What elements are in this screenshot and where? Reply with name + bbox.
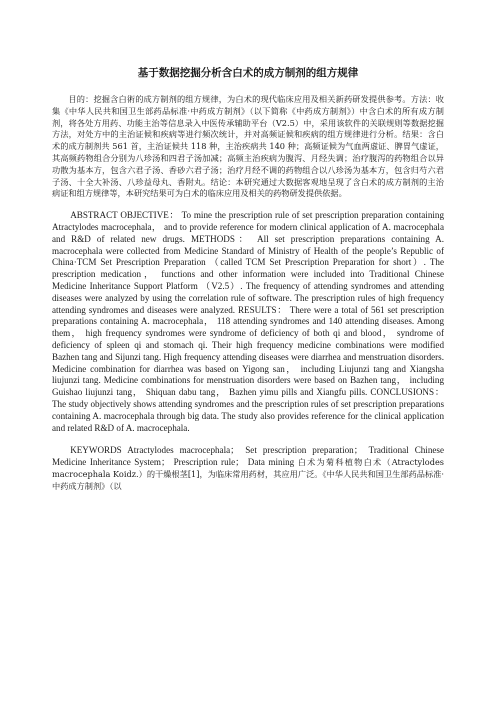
abstract-english: ABSTRACT OBJECTIVE： To mine the prescription rule of set prescription preparation containing Atractylodes macrocephala， and to provide reference for modern clinical application of A. macrocephala and R&D of related new drugs. METHODS： All set prescription preparations containing A. macrocephala were collected from Medicine Standard of Ministry of Health of the people’s Republic of China·TCM Set Prescription Preparation （called TCM Set Prescription Preparation for short）. The prescription medication， functions and other information were included into Traditional Chinese Medicine Inheritance Support Platform （V2.5）. The frequency of attending syndromes and attending diseases were analyzed by using the correlation rule of software. The prescription rules of high frequency attending syndromes and diseases were analyzed. RESULTS： There were a total of 561 set prescription preparations containing A. macrocephala， 118 attending syndromes and 140 attending diseases. Among them， high frequency syndromes were syndrome of deficiency of both qi and blood， syndrome of deficiency of spleen qi and stomach qi. Their high frequency medicine combinations were modified Bazhen tang and Sijunzi tang. High frequency attending diseases were diarrhea and menstruation disorders. Medicine combination for diarrhea was based on Yigong san， including Liujunzi tang and Xiangsha liujunzi tang. Medicine combinations for menstruation disorders were based on Bazhen tang， including Guishao liujunzi tang， Shiquan dabu tang， Bazhen yimu pills and Xiangfu pills. CONCLUSIONS： The study objectively shows attending syndromes and the prescription rules of set prescription preparations containing A. macrocephala through big data. The study also provides reference for the clinical application and related R&D of A. macrocephala. bbox=[52, 210, 444, 433]
intro-text: 白术为菊科植物白术（Atractylodes macrocephala Koidz.）的干燥根茎[1]，为临床常用药材，其应用广泛。《中华人民共和国卫生部药品标准·中药成方制剂》（以 bbox=[52, 457, 444, 491]
paper-title: 基于数据挖掘分析含白术的成方制剂的组方规律 bbox=[137, 67, 359, 79]
keywords-paragraph bbox=[52, 445, 444, 492]
keywords-line: KEYWORDS Atractylodes macrocephala； Set prescription preparation； Traditional Chinese Medicine Inheritance System； Prescription rule； Data mining bbox=[52, 445, 444, 468]
abstract-chinese: 目的：挖掘含白術的成方制剂的组方规律，为白术的现代临床应用及相关新药研发提供参考。方法：收集《中华人民共和国卫生部药品标准·中药成方制剂》（以下简称《中药成方制剂》）中含白术的所有成方制剂，将各处方用药、功能主治等信息录入中医传承辅助平台（V2.5）中，采用该软件的关联规则等数据挖掘方法，对处方中的主治证候和疾病等进行频次统计，并对高频证候和疾病的组方规律进行分析。结果：含白术的成方制剂共 561 首，主治证候共 118 种，主治疾病共 140 种；高频证候为气血两虚证、脾胃气虚证，其高频药物组合分别为八珍汤和四君子汤加减；高频主治疾病为腹泻、月经失调；治疗腹泻的药物组合以异功散为基本方，包含六君子汤、香砂六君子汤；治疗月经不调的药物组合以八珍汤为基本方，包含归芍六君子汤、十全大补汤、八珍益母丸、香附丸。结论：本研究通过大数据客观地呈现了含白术的成方制剂的主治病证和组方规律等，本研究结果可为白术的临床应用及相关的药物研发提供依据。 bbox=[52, 94, 444, 199]
